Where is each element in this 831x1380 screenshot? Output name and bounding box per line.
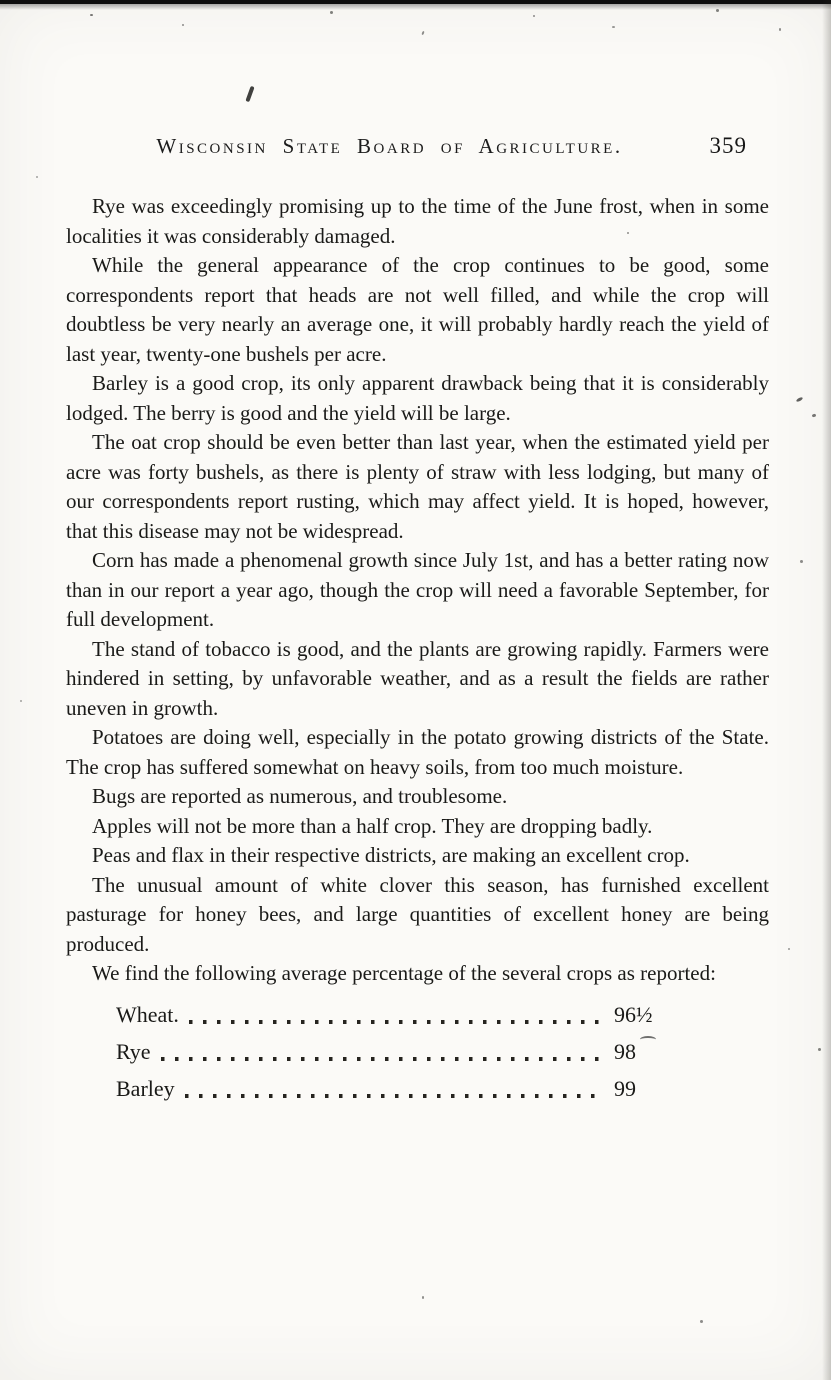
- dot-leader: [185, 1094, 604, 1098]
- ink-speckle: [818, 1048, 821, 1051]
- paragraph-clover-honey: The unusual amount of white clover this season, has furnished excellent pasturage for honey bees, and large quantities of excellent honey are being produced.: [66, 872, 769, 956]
- ink-arc-mark: [640, 1036, 656, 1043]
- ink-speckle: [182, 24, 184, 26]
- paragraph-apples: Apples will not be more than a half crop. They are dropping badly.: [92, 813, 653, 838]
- crop-row-rye: [116, 1033, 676, 1070]
- ink-speckle: [716, 9, 719, 12]
- crop-percentage-list: [116, 996, 676, 1107]
- ink-speckle: [800, 560, 803, 563]
- paragraph-oats: The oat crop should be even better than last year, when the estimated yield per acre was forty bushels, as there is plenty of straw with less lodging, but many of our correspondents report rusting, which may affect yield. It is hoped, however, that this disease may not be widespread.: [66, 430, 769, 543]
- dot-leader: [189, 1020, 604, 1024]
- dot-leader: [161, 1057, 604, 1061]
- ink-speckle: [533, 15, 535, 17]
- ink-speckle: [20, 700, 22, 702]
- crop-row-barley: [116, 1070, 676, 1107]
- page-number: 359: [709, 133, 747, 158]
- page-title: Wisconsin State Board of Agriculture.: [156, 134, 623, 158]
- page-header: [66, 134, 773, 164]
- ink-speckle: [788, 948, 790, 950]
- ink-speckle: [330, 11, 333, 14]
- ink-speckle: [700, 1320, 703, 1323]
- ink-speckle: [36, 176, 38, 178]
- page-body: [0, 178, 831, 1107]
- ink-slash-mark: [245, 86, 254, 102]
- paragraph-wheat-crop: While the general appearance of the crop continues to be good, some correspondents report that heads are not well filled, and while the crop will doubtless be very nearly an average one, it will probably hardly reach the yield of last year, twenty-one bushels per acre.: [66, 253, 769, 366]
- crop-value: 98: [614, 1038, 636, 1064]
- scan-right-edge-artifact: [822, 0, 831, 1380]
- crop-value: 96½: [614, 1001, 653, 1027]
- crop-row-wheat: [116, 996, 676, 1033]
- crop-value: 99: [614, 1075, 636, 1101]
- ink-speckle: [627, 232, 629, 234]
- ink-speckle: [421, 31, 424, 35]
- paragraph-peas-flax: Peas and flax in their respective districts, are making an excellent crop.: [92, 843, 690, 867]
- crop-label: Rye: [116, 1038, 151, 1064]
- paragraph-rye: Rye was exceedingly promising up to the time of the June frost, when in some localities it was considerably damaged.: [66, 194, 769, 248]
- paragraph-bugs: Bugs are reported as numerous, and troublesome.: [92, 784, 508, 808]
- paragraph-tobacco: The stand of tobacco is good, and the plants are growing rapidly. Farmers were hindered in setting, by unfavorable weather, and as a result the fields are rather uneven in growth.: [66, 636, 769, 720]
- ink-speckle: [779, 28, 781, 31]
- paragraph-potatoes: Potatoes are doing well, especially in the potato growing districts of the State. The crop has suffered somewhat on heavy soils, from too much moisture.: [66, 725, 769, 779]
- crop-label: Wheat.: [116, 1001, 179, 1027]
- scan-top-edge-shadow: [0, 4, 831, 10]
- paragraph-percentage-intro: We find the following average percentage of the several crops as reported:: [92, 961, 716, 985]
- paragraph-corn: Corn has made a phenomenal growth since July 1st, and has a better rating now than in our report a year ago, though the crop will need a favorable September, for full development.: [66, 548, 769, 631]
- ink-speckle: [422, 1296, 424, 1299]
- crop-label: Barley: [116, 1075, 175, 1101]
- ink-speckle: [612, 26, 615, 28]
- paragraph-barley: Barley is a good crop, its only apparent drawback being that it is considerably lodged. The berry is good and the yield will be large.: [66, 371, 769, 425]
- ink-speckle: [90, 14, 93, 16]
